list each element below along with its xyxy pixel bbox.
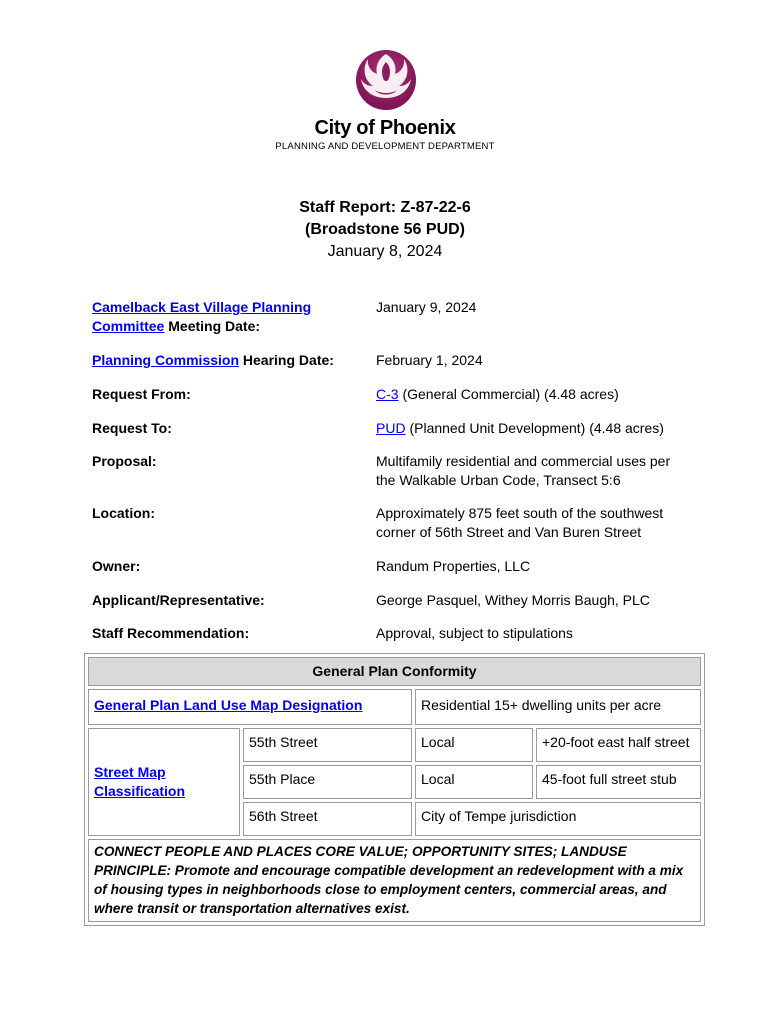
recommendation-value: Approval, subject to stipulations	[376, 625, 573, 641]
owner-value: Randum Properties, LLC	[376, 558, 531, 574]
owner-label: Owner:	[92, 558, 141, 574]
conformity-heading: General Plan Conformity	[88, 657, 701, 686]
street-name: 55th Street	[243, 728, 412, 762]
street-type: City of Tempe jurisdiction	[415, 802, 701, 836]
core-value-statement: CONNECT PEOPLE AND PLACES CORE VALUE; OPPORTUNITY SITES; LANDUSE PRINCIPLE: Promote and encourage compatible development an redevelopment with a mix of housing types in neighborhoods close to employment centers, commercial areas, and where transit or transportation alternatives exist.	[88, 839, 701, 922]
street-name: 55th Place	[243, 765, 412, 799]
village-meeting-date: January 9, 2024	[376, 299, 477, 315]
street-type: Local	[415, 728, 533, 762]
department-name: PLANNING AND DEVELOPMENT DEPARTMENT	[275, 141, 495, 152]
report-title: Staff Report: Z-87-22-6	[299, 199, 471, 216]
commission-hearing-label: Planning Commission Hearing Date:	[92, 352, 334, 368]
street-map-classification-link[interactable]: Street Map Classification	[94, 764, 186, 799]
village-committee-link[interactable]: Camelback East Village Planning	[92, 299, 312, 315]
general-plan-conformity-table	[84, 653, 705, 926]
request-to-value: PUD (Planned Unit Development) (4.48 acres)	[376, 420, 664, 436]
land-use-map-link[interactable]: General Plan Land Use Map Designation	[94, 697, 363, 713]
street-name: 56th Street	[243, 802, 412, 836]
committee-link[interactable]: Committee	[92, 318, 165, 334]
street-note: 45-foot full street stub	[536, 765, 701, 799]
village-meeting-label: Camelback East Village Planning Committee Meeting Date:	[92, 299, 312, 334]
commission-hearing-date: February 1, 2024	[376, 352, 483, 368]
request-to-label: Request To:	[92, 420, 172, 436]
street-note: +20-foot east half street	[536, 728, 701, 762]
planning-commission-link[interactable]: Planning Commission	[92, 352, 240, 368]
location-value: Approximately 875 feet south of the southwest corner of 56th Street and Van Buren Street	[376, 505, 664, 540]
city-logo-icon	[353, 48, 419, 112]
street-type: Local	[415, 765, 533, 799]
applicant-label: Applicant/Representative:	[92, 592, 265, 608]
land-use-value: Residential 15+ dwelling units per acre	[415, 689, 701, 725]
proposal-label: Proposal:	[92, 453, 157, 469]
org-name: City of Phoenix	[314, 117, 456, 139]
report-date: January 8, 2024	[327, 243, 443, 260]
pud-zoning-link[interactable]: PUD	[376, 420, 406, 436]
land-use-label-cell	[88, 689, 412, 725]
request-from-value: C-3 (General Commercial) (4.48 acres)	[376, 386, 619, 402]
street-map-label-cell	[88, 728, 240, 836]
c3-zoning-link[interactable]: C-3	[376, 386, 399, 402]
recommendation-label: Staff Recommendation:	[92, 625, 250, 641]
report-subtitle: (Broadstone 56 PUD)	[304, 221, 466, 238]
applicant-value: George Pasquel, Withey Morris Baugh, PLC	[376, 592, 650, 608]
request-from-label: Request From:	[92, 386, 191, 402]
location-label: Location:	[92, 505, 155, 521]
proposal-value: Multifamily residential and commercial uses per the Walkable Urban Code, Transect 5:6	[376, 453, 671, 488]
